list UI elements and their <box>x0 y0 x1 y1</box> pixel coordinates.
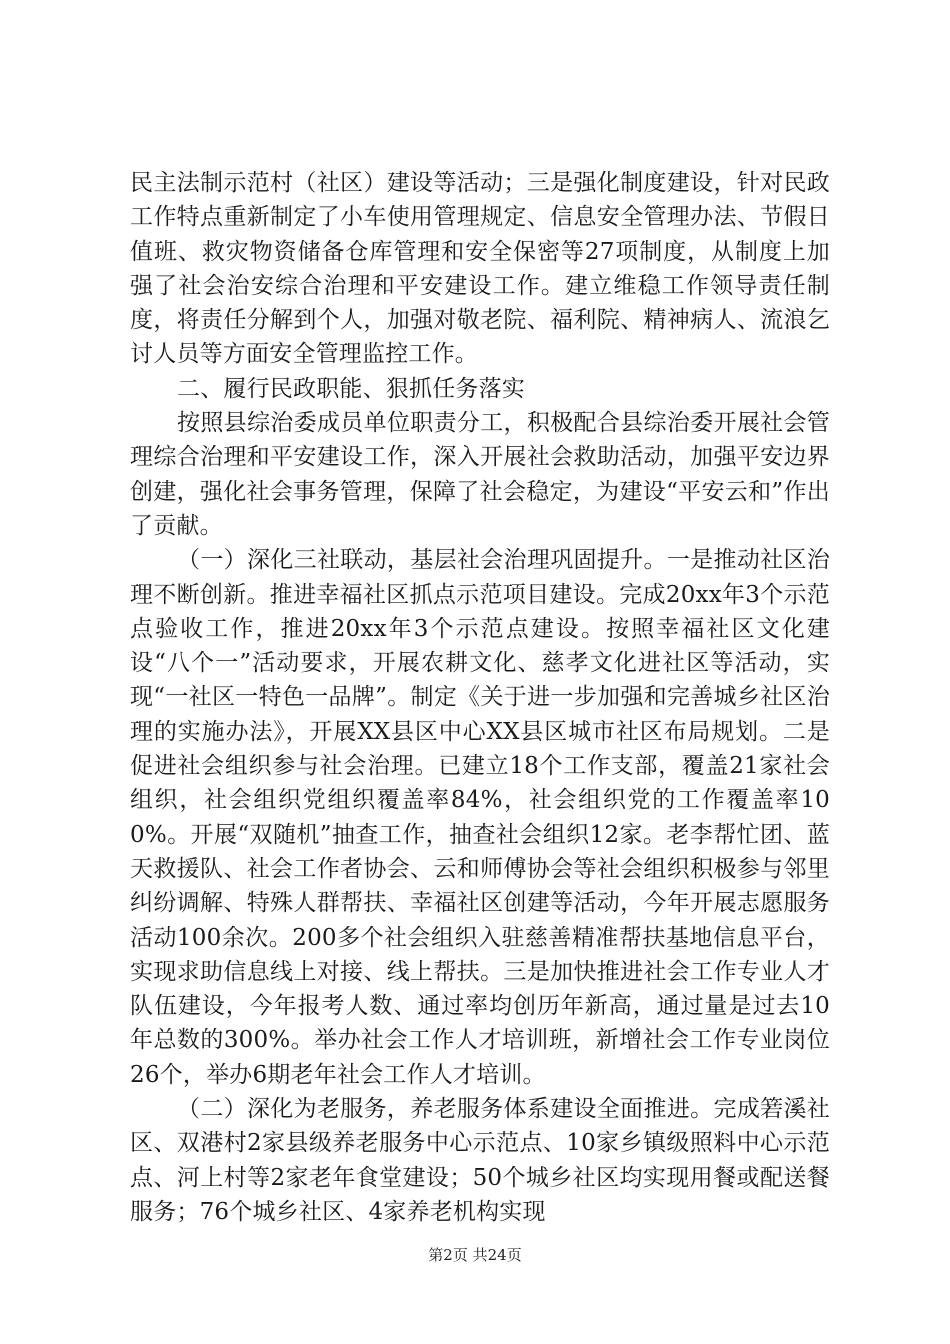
paragraph-3: （一）深化三社联动，基层社会治理巩固提升。一是推动社区治理不断创新。推进幸福社区抓点示范项目建设。完成20xx年3个示范点验收工作，推进20xx年3个示范点建设。按照幸福社区文化建设“八个一”活动要求，开展农耕文化、慈孝文化进社区等活动，实现“一社区一特色一品牌”。制定《关于进一步加强和完善城乡社区治理的实施办法》，开展XX县区中心XX县区城市社区布局规划。二是促进社会组织参与社会治理。已建立18个工作支部，覆盖21家社会组织，社会组织党组织覆盖率84%，社会组织党的工作覆盖率100%。开展“双随机”抽查工作，抽查社会组织12家。老李帮忙团、蓝天救援队、社会工作者协会、云和师傅协会等社会组织积极参与邻里纠纷调解、特殊人群帮扶、幸福社区创建等活动，今年开展志愿服务活动100余次。200多个社会组织入驻慈善精准帮扶基地信息平台，实现求助信息线上对接、线上帮扶。三是加快推进社会工作专业人才队伍建设，今年报考人数、通过率均创历年新高，通过量是过去10年总数的300%。举办社会工作人才培训班，新增社会工作专业岗位26个，举办6期老年社会工作人才培训。 <box>130 547 830 1088</box>
paragraph-1: 民主法制示范村（社区）建设等活动；三是强化制度建设，针对民政工作特点重新制定了小车使用管理规定、信息安全管理办法、节假日值班、救灾物资储备仓库管理和安全保密等27项制度，从制度上加强了社会治安综合治理和平安建设工作。建立维稳工作领导责任制度，将责任分解到个人，加强对敬老院、福利院、精神病人、流浪乞讨人员等方面安全管理监控工作。 <box>130 170 830 368</box>
document-body <box>130 166 830 1229</box>
section-heading: 二、履行民政职能、狠抓任务落实 <box>177 375 525 402</box>
page-number-footer: 第2页 共24页 <box>428 1246 522 1264</box>
paragraph-2: 按照县综治委成员单位职责分工，积极配合县综治委开展社会管理综合治理和平安建设工作，深入开展社会救助活动，加强平安边界创建，强化社会事务管理，保障了社会稳定，为建设“平安云和”作出了贡献。 <box>130 410 830 539</box>
paragraph-4: （二）深化为老服务，养老服务体系建设全面推进。完成箬溪社区、双港村2家县级养老服务中心示范点、10家乡镇级照料中心示范点、河上村等2家老年食堂建设；50个城乡社区均实现用餐或配送餐服务；76个城乡社区、4家养老机构实现 <box>130 1096 830 1225</box>
